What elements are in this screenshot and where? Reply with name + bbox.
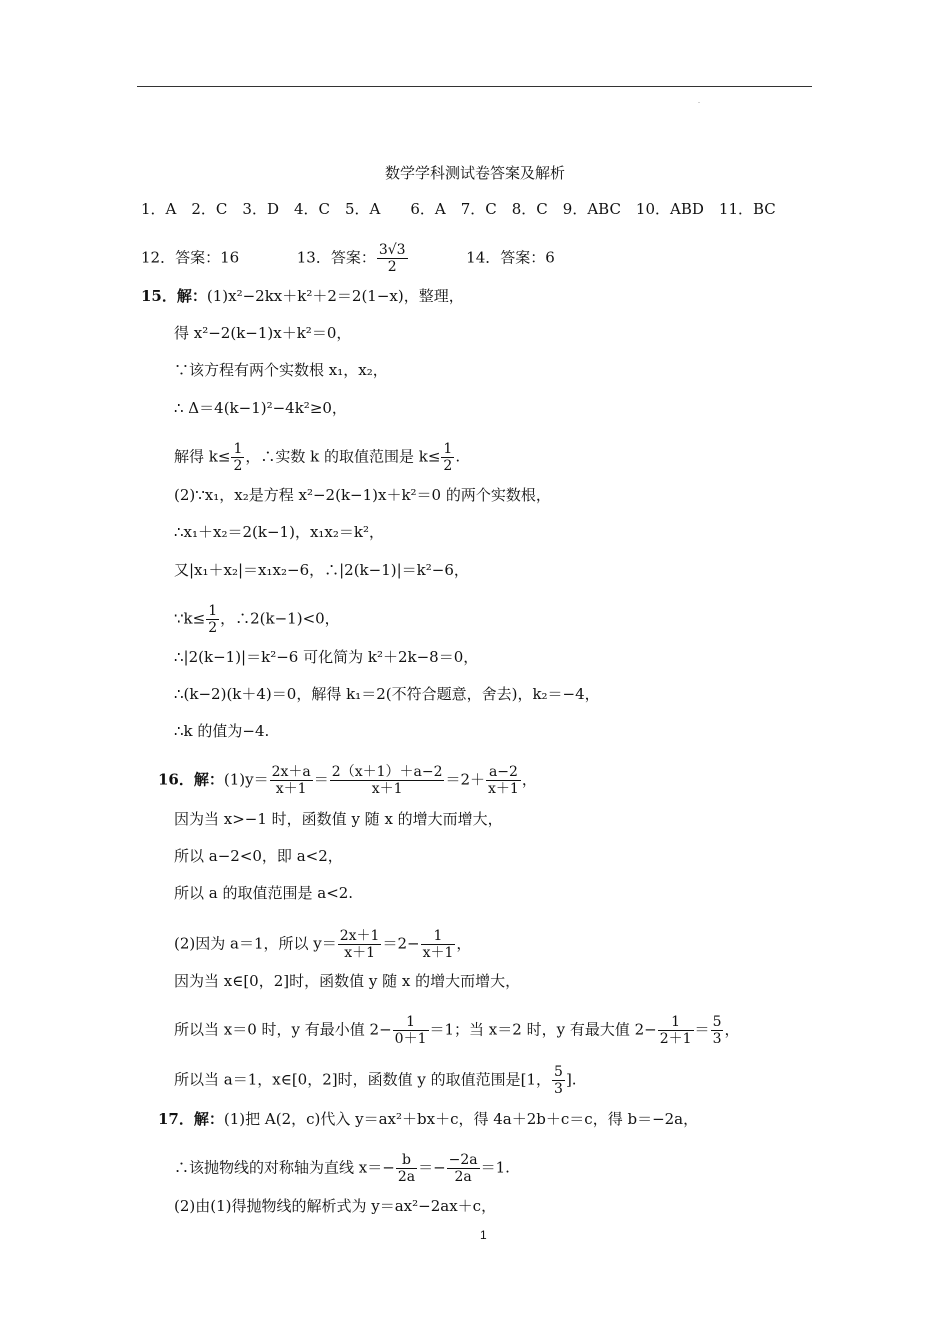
q15-line-11: ∴(k−2)(k＋4)＝0，解得 k₁＝2(不符合题意，舍去)，k₂＝−4，: [174, 685, 600, 703]
q15-line-12: ∴k 的值为−4.: [174, 722, 270, 740]
q15-line-10: ∴|2(k−1)|＝k²−6 可化简为 k²＋2k−8＝0，: [174, 648, 479, 666]
fraction: $\frac{2(x+1)+a-2}{x+1}$: [331, 764, 443, 797]
document-title: 数学学科测试卷答案及解析: [384, 164, 565, 182]
header-rule: [137, 86, 812, 87]
q17-line-3: (2)由(1)得抛物线的解析式为 y＝ax²−2ax＋c，: [174, 1197, 497, 1215]
q15-line-6: (2)∵x₁，x₂是方程 x²−2(k−1)x＋k²＝0 的两个实数根，: [174, 486, 551, 504]
fraction: $\frac{5}{3}$: [712, 1014, 722, 1047]
q13-label: 13．答案：: [296, 248, 376, 267]
q16-line-1: 16．解：(1)y＝ $\frac{2x+a}{x+1}$ ＝ $\frac{2(x+1)+a-2}{x+1}$ ＝2＋ $\frac{a-2}{x+1}$ ，: [158, 764, 537, 797]
fraction: $\frac{5}{3}$: [554, 1064, 563, 1097]
q14-value: 6: [545, 248, 555, 267]
q16-line-4: 所以 a 的取值范围是 a<2.: [174, 884, 354, 902]
q12-label: 12．答案：: [141, 248, 221, 267]
q16-line-8: 所以当 a＝1，x∈[0，2]时，函数值 y 的取值范围是[1， $\frac{5}{3}$ ].: [174, 1064, 577, 1097]
mc-answers: 1．A 2．C 3．D 4．C 5．A 6．A 7．C 8．C 9．ABC 10．ABD 11．BC: [141, 200, 776, 218]
q16-line-7: 所以当 x＝0 时，y 有最小值 2− $\frac{1}{0+1}$ ＝1；当 x＝2 时，y 有最大值 2− $\frac{1}{2+1}$ ＝ $\frac{5}{3}$ ，: [174, 1014, 740, 1047]
half-fraction: $\frac{1}{2}$: [233, 441, 243, 474]
fraction: $\frac{b}{2a}$: [397, 1152, 416, 1185]
q15-line-4: ∴ Δ＝4(k−1)²−4k²≥0，: [174, 399, 347, 417]
q14-label: 14．答案：: [466, 248, 546, 267]
fraction: $\frac{2x+1}{x+1}$: [339, 928, 380, 961]
q13-fraction: $\frac{3√3}{2}$: [378, 242, 406, 275]
q15-line-7: ∴x₁＋x₂＝2(k−1)，x₁x₂＝k²，: [174, 523, 384, 541]
header-mark: -: [698, 99, 701, 106]
q15-line-1: 15．解：(1)x²−2kx＋k²＋2＝2(1−x)，整理，: [141, 287, 464, 305]
fill-answers: [141, 242, 555, 275]
q15-line-2: 得 x²−2(k−1)x＋k²＝0，: [174, 324, 352, 342]
q16-line-6: 因为当 x∈[0，2]时，函数值 y 随 x 的增大而增大，: [174, 972, 521, 990]
q16-head: 16．解：: [158, 770, 224, 789]
q17-line-1: 17．解：(1)把 A(2，c)代入 y＝ax²＋bx＋c，得 4a＋2b＋c＝c，得 b＝−2a，: [158, 1110, 699, 1128]
fraction: $\frac{a-2}{x+1}$: [488, 764, 519, 797]
page-number: 1: [480, 1228, 487, 1242]
q15-line-5: 解得 k≤ $\frac{1}{2}$ ，∴实数 k 的取值范围是 k≤ $\frac{1}{2}$ .: [174, 441, 461, 474]
q16-line-2: 因为当 x>−1 时，函数值 y 随 x 的增大而增大，: [174, 810, 503, 828]
q16-line-5: (2)因为 a＝1，所以 y＝ $\frac{2x+1}{x+1}$ ＝2− $\frac{1}{x+1}$ ，: [174, 928, 472, 961]
fraction: $\frac{1}{x+1}$: [422, 928, 454, 961]
fraction: $\frac{1}{0+1}$: [394, 1014, 427, 1047]
fraction: $\frac{-2a}{2a}$: [448, 1152, 478, 1185]
q15-line-3: ∵该方程有两个实数根 x₁，x₂，: [174, 361, 388, 379]
q16-line-3: 所以 a−2<0，即 a<2，: [174, 847, 343, 865]
half-fraction: $\frac{1}{2}$: [443, 441, 453, 474]
q15-line-8: 又|x₁＋x₂|＝x₁x₂−6，∴|2(k−1)|＝k²−6，: [174, 561, 469, 579]
q12-value: 16: [220, 248, 240, 267]
fraction: $\frac{1}{2+1}$: [659, 1014, 692, 1047]
q17-line-2: ∴该抛物线的对称轴为直线 x＝− $\frac{b}{2a}$ ＝− $\frac{-2a}{2a}$ ＝1.: [174, 1152, 510, 1185]
q15-line-9: ∵k≤ $\frac{1}{2}$ ，∴2(k−1)<0，: [174, 603, 340, 636]
q15-head: 15．解：: [141, 287, 207, 305]
q17-head: 17．解：: [158, 1110, 224, 1128]
fraction: $\frac{2x+a}{x+1}$: [271, 764, 311, 797]
half-fraction: $\frac{1}{2}$: [208, 603, 218, 636]
